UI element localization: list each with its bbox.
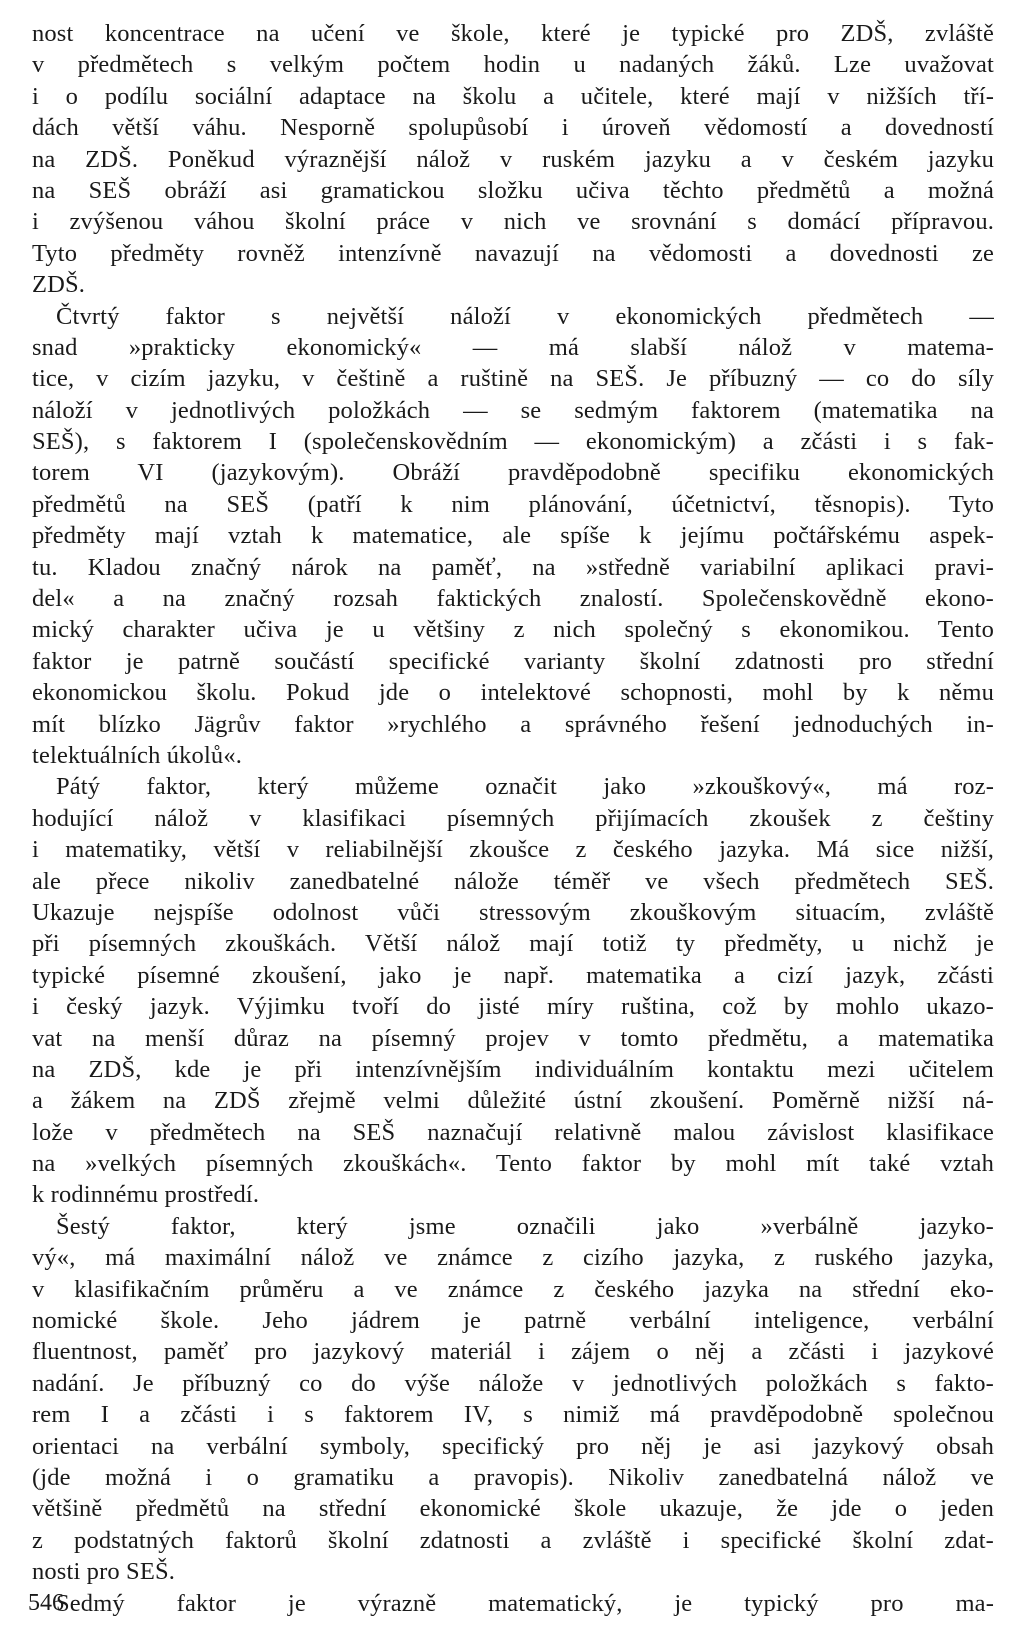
text-line: většině předmětů na střední ekonomické škole ukazuje, že jde o jeden	[32, 1495, 994, 1523]
text-line: na »velkých písemných zkouškách«. Tento faktor by mohl mít také vztah	[32, 1150, 994, 1178]
text-line: (jde možná i o gramatiku a pravopis). Nikoliv zanedbatelná nálož ve	[32, 1463, 994, 1491]
text-line: k rodinnému prostředí.	[32, 1181, 260, 1209]
text-line: ekonomickou školu. Pokud jde o intelektové schopnosti, mohl by k němu	[32, 679, 994, 707]
text-lines	[32, 18, 994, 1619]
text-line: rem I a zčásti i s faktorem IV, s nimiž má pravděpodobně společnou	[32, 1401, 994, 1429]
text-line: Šestý faktor, který jsme označili jako »verbálně jazyko-	[56, 1212, 994, 1240]
page-number: 546	[28, 1590, 64, 1616]
text-line: nost koncentrace na učení ve škole, které je typické pro ZDŠ, zvláště	[32, 20, 994, 47]
text-line: mít blízko Jägrův faktor »rychlého a správného řešení jednoduchých in-	[32, 710, 994, 738]
text-line: hodující nálož v klasifikaci písemných přijímacích zkoušek z češtiny	[32, 804, 994, 832]
text-line: del« a na značný rozsah faktických znalostí. Společenskovědně ekono-	[32, 585, 994, 613]
text-line: v klasifikačním průměru a ve známce z českého jazyka na střední eko-	[32, 1275, 994, 1303]
text-line: Čtvrtý faktor s největší náloží v ekonomických předmětech —	[56, 302, 994, 330]
text-line: a žákem na ZDŠ zřejmě velmi důležité ústní zkoušení. Poměrně nižší ná-	[32, 1087, 994, 1115]
text-line: snad »prakticky ekonomický« — má slabší nálož v matema-	[32, 333, 994, 361]
text-line: Tyto předměty rovněž intenzívně navazují na vědomosti a dovednosti ze	[32, 239, 994, 267]
text-line: na ZDŠ, kde je při intenzívnějším individuálním kontaktu mezi učitelem	[32, 1055, 994, 1083]
text-line: Sedmý faktor je výrazně matematický, je typický pro ma-	[56, 1589, 994, 1617]
text-line: při písemných zkouškách. Větší nálož mají totiž ty předměty, u nichž je	[32, 930, 994, 958]
text-line: v předmětech s velkým počtem hodin u nadaných žáků. Lze uvažovat	[32, 51, 994, 79]
document-body	[32, 18, 994, 1619]
text-line: tu. Kladou značný nárok na paměť, na »středně variabilní aplikaci pravi-	[32, 553, 994, 581]
text-line: nomické škole. Jeho jádrem je patrně verbální inteligence, verbální	[32, 1307, 994, 1335]
text-line: ZDŠ.	[32, 271, 86, 299]
text-line: ale přece nikoliv zanedbatelné nálože téměř ve všech předmětech SEŠ.	[32, 867, 994, 895]
text-line: i zvýšenou váhou školní práce v nich ve srovnání s domácí přípravou.	[32, 208, 994, 236]
text-line: telektuálních úkolů«.	[32, 741, 242, 769]
text-line: fluentnost, paměť pro jazykový materiál i zájem o něj a zčásti i jazykové	[32, 1338, 994, 1366]
text-line: orientaci na verbální symboly, specifický pro něj je asi jazykový obsah	[32, 1432, 994, 1460]
text-line: předměty mají vztah k matematice, ale spíše k jejímu počtářskému aspek-	[32, 522, 994, 550]
text-line: Pátý faktor, který můžeme označit jako »zkouškový«, má roz-	[56, 773, 994, 801]
text-line: i český jazyk. Výjimku tvoří do jisté míry ruština, což by mohlo ukazo-	[32, 993, 994, 1021]
text-line: dách větší váhu. Nesporně spolupůsobí i úroveň vědomostí a dovedností	[32, 114, 994, 142]
text-line: i o podílu sociální adaptace na školu a učitele, které mají v nižších tří-	[32, 82, 994, 110]
text-line: z podstatných faktorů školní zdatnosti a zvláště i specifické školní zdat-	[32, 1526, 994, 1554]
text-line: SEŠ), s faktorem I (společenskovědním — ekonomickým) a zčásti i s fak-	[32, 428, 994, 456]
text-line: typické písemné zkoušení, jako je např. matematika a cizí jazyk, zčásti	[32, 961, 994, 989]
text-line: předmětů na SEŠ (patří k nim plánování, účetnictví, těsnopis). Tyto	[32, 490, 994, 518]
text-line: nosti pro SEŠ.	[32, 1558, 175, 1586]
text-line: mický charakter učiva je u většiny z nich společný s ekonomikou. Tento	[32, 616, 994, 644]
text-line: i matematiky, větší v reliabilnější zkoušce z českého jazyka. Má sice nižší,	[32, 836, 994, 864]
text-line: náloží v jednotlivých položkách — se sedmým faktorem (matematika na	[32, 396, 994, 424]
text-line: faktor je patrně součástí specifické varianty školní zdatnosti pro střední	[32, 647, 994, 675]
text-line: na SEŠ obráží asi gramatickou složku učiva těchto předmětů a možná	[32, 176, 994, 204]
text-line: Ukazuje nejspíše odolnost vůči stressovým zkouškovým situacím, zvláště	[32, 898, 994, 926]
text-line: vat na menší důraz na písemný projev v tomto předmětu, a matematika	[32, 1024, 994, 1052]
text-line: torem VI (jazykovým). Obráží pravděpodobně specifiku ekonomických	[32, 459, 994, 487]
text-line: vý«, má maximální nálož ve známce z cizího jazyka, z ruského jazyka,	[32, 1244, 994, 1272]
text-line: lože v předmětech na SEŠ naznačují relativně malou závislost klasifikace	[32, 1118, 994, 1146]
text-line: tice, v cizím jazyku, v češtině a ruštině na SEŠ. Je příbuzný — co do síly	[32, 365, 994, 393]
text-line: na ZDŠ. Poněkud výraznější nálož v ruském jazyku a v českém jazyku	[32, 145, 994, 173]
text-line: nadání. Je příbuzný co do výše nálože v jednotlivých položkách s fakto-	[32, 1369, 994, 1397]
